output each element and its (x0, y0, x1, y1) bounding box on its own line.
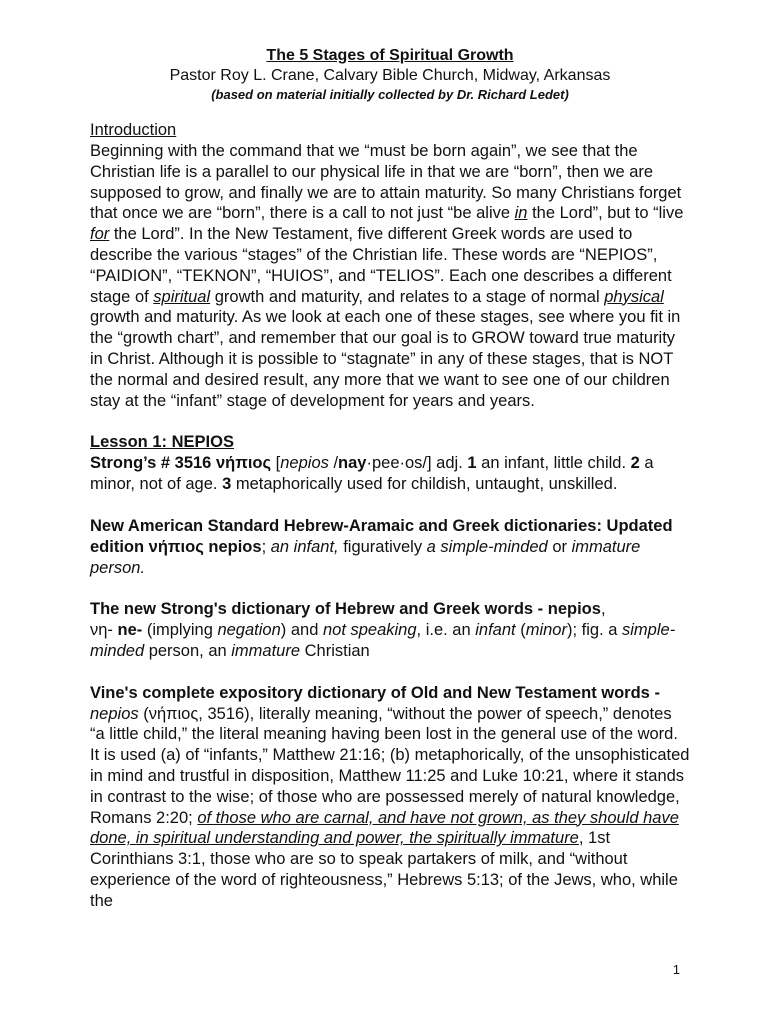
new-strongs-definition: The new Strong's dictionary of Hebrew and Greek words - nepios, νη- ne- (implying negation) and not speaking, i.e. an infant (minor); fig. a simple-minded person, an immature Christian (90, 600, 676, 660)
vines-definition: Vine's complete expository dictionary of Old and New Testament words - nepios (νήπιος, 3516), literally meaning, “without the power of speech,” denotes “a little child,” the literal meaning having been lost in the general use of the word. It is used (a) of “infants,” Matthew 21:16; (b) metaphorically, of the unsophisticated in mind and trustful in disposition, Matthew 11:25 and Luke 10:21, where it stands in contrast to the wise; of those who are possessed merely of natural knowledge, Romans 2:20; of those who are carnal, and have not grown, as they should have done, in spiritual understanding and power, the spiritually immature, 1st Corinthians 3:1, those who are so to speak partakers of milk, and “without experience of the word of righteousness,” Hebrews 5:13; of the Jews, who, while the (90, 683, 690, 910)
document-header (90, 46, 690, 104)
strongs-definition: Strong’s # 3516 νήπιος [nepios /nay·pee·os/] adj. 1 an infant, little child. 2 a minor, not of age. 3 metaphorically used for childish, untaught, unskilled. (90, 454, 654, 494)
introduction-paragraph: Beginning with the command that we “must be born again”, we see that the Christian life is a parallel to our physical life in that we are “born”, then we are supposed to grow, and finally we are to attain maturity. So many Christians forget that once we are “born”, there is a call to not just “be alive in the Lord”, but to “live for the Lord”. In the New Testament, five different Greek words are used to describe the various “stages” of the Christian life. These words are “NEPIOS”, “PAIDION”, “TEKNON”, “HUIOS”, and “TELIOS”. Each one describes a different stage of spiritual growth and maturity, and relates to a stage of normal physical growth and maturity. As we look at each one of these stages, see where you fit in the “growth chart”, and remember that our goal is to GROW toward true maturity in Christ. Although it is possible to “stagnate” in any of these stages, that is NOT the normal and desired result, any more that we want to see one of our children stay at the “infant” stage of development for years and years. (90, 142, 684, 410)
page-content (90, 46, 690, 912)
lesson-heading: Lesson 1: NEPIOS (90, 433, 234, 452)
source-note: (based on material initially collected by Dr. Richard Ledet) (211, 87, 569, 102)
nasb-definition: New American Standard Hebrew-Aramaic and Greek dictionaries: Updated edition νήπιος nepios; an infant, figuratively a simple-minded or immature person. (90, 516, 673, 577)
document-author: Pastor Roy L. Crane, Calvary Bible Church, Midway, Arkansas (169, 67, 611, 84)
page-number: 1 (672, 962, 680, 977)
introduction-heading: Introduction (90, 121, 177, 139)
document-title: The 5 Stages of Spiritual Growth (266, 47, 514, 64)
